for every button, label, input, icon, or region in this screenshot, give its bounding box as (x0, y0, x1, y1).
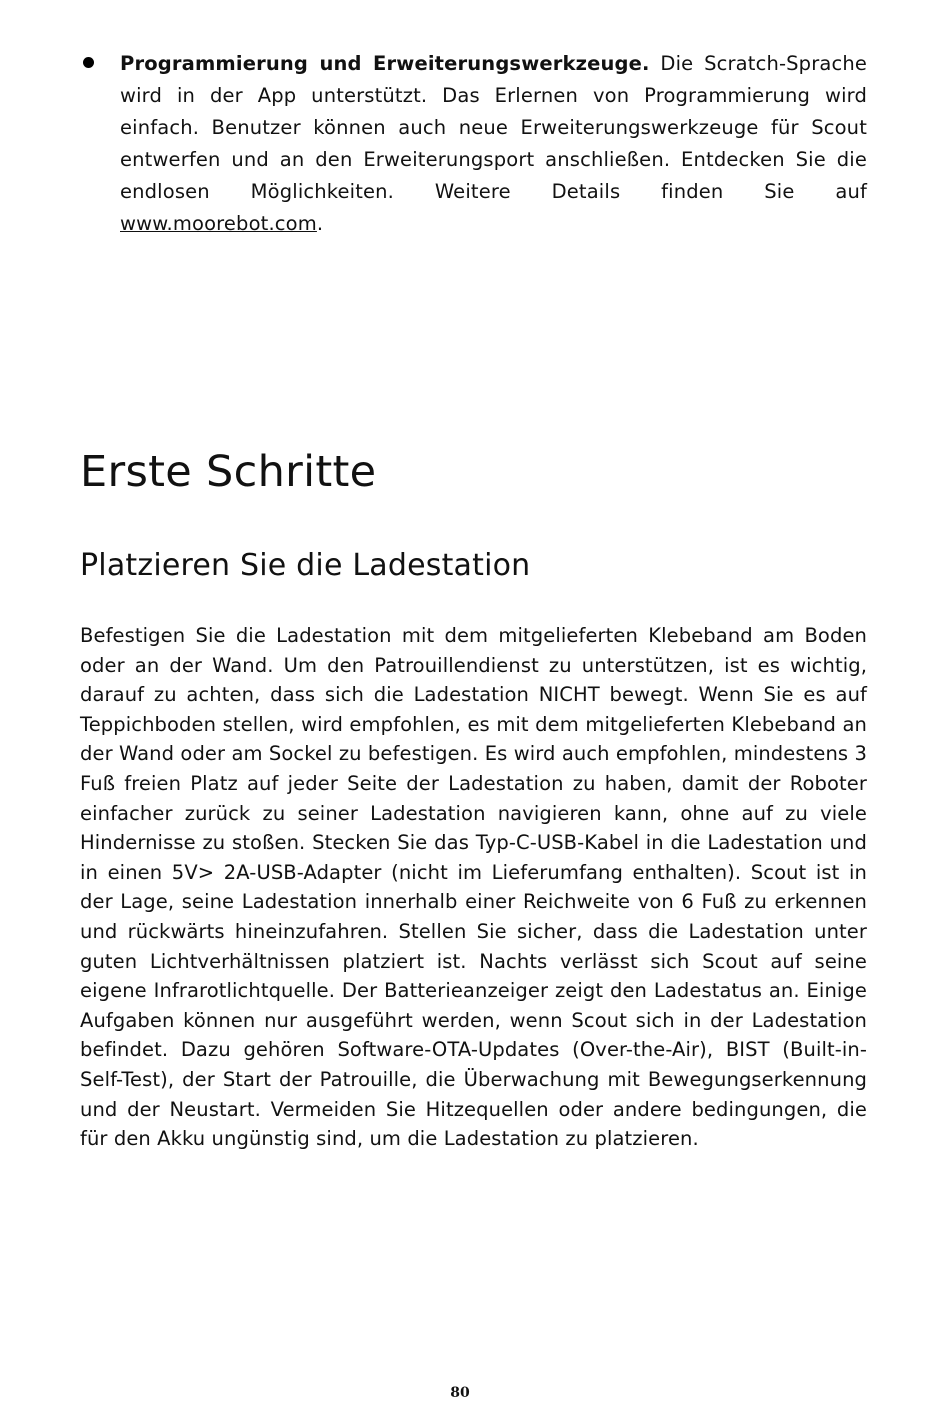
bullet-lead: Programmierung und Erweiterungswerkzeuge. (120, 52, 650, 75)
body-paragraph: Befestigen Sie die Ladestation mit dem mitgelieferten Klebeband am Boden oder an der Wand. Um den Patrouillendienst zu unterstützen, ist es wichtig, darauf zu achten, dass sich die Ladestation NICHT bewegt. Wenn Sie es auf Teppichboden stellen, wird empfohlen, es mit dem mitgelieferten Klebeband an der Wand oder am Sockel zu befestigen. Es wird auch empfohlen, mindestens 3 Fuß freien Platz auf jeder Seite der Ladestation zu haben, damit der Roboter einfacher zurück zu seiner Ladestation navigieren kann, ohne auf zu viele Hindernisse zu stoßen. Stecken Sie das Typ-C-USB-Kabel in die Ladestation und in einen 5V> 2A-USB-Adapter (nicht im Lieferumfang enthalten). Scout ist in der Lage, seine Ladestation innerhalb einer Reichweite von 6 Fuß zu erkennen und rückwärts hineinzufahren. Stellen Sie sicher, dass die Ladestation unter guten Lichtverhältnissen platziert ist. Nachts verlässt sich Scout auf seine eigene Infrarotlichtquelle. Der Batterieanzeiger zeigt den Ladestatus an. Einige Aufgaben können nur ausgeführt werden, wenn Scout sich in der Ladestation befindet. Dazu gehören Software-OTA-Updates (Over-the-Air), BIST (Built-in-Self-Test), der Start der Patrouille, die Überwachung mit Bewegungserkennung und der Neustart. Vermeiden Sie Hitzequellen oder andere bedingungen, die für den Akku ungünstig sind, um die Ladestation zu platzieren. (80, 624, 867, 1151)
bullet-text (120, 48, 867, 240)
section-title: Erste Schritte (80, 447, 377, 497)
bullet-item (80, 48, 867, 240)
moorebot-link[interactable]: www.moorebot.com (120, 212, 317, 235)
page-number: 80 (450, 1385, 470, 1401)
subsection-title: Platzieren Sie die Ladestation (80, 548, 531, 583)
bullet-end: . (316, 212, 324, 235)
bullet-dot-icon (83, 57, 94, 68)
bullet-body: Die Scratch-Sprache wird in der App unterstützt. Das Erlernen von Programmierung wird einfach. Benutzer können auch neue Erweiterungswerkzeuge für Scout entwerfen und an den Erweiterungsport anschließen. Entdecken Sie die endlosen Möglichkeiten. Weitere Details finden Sie auf (120, 52, 867, 203)
